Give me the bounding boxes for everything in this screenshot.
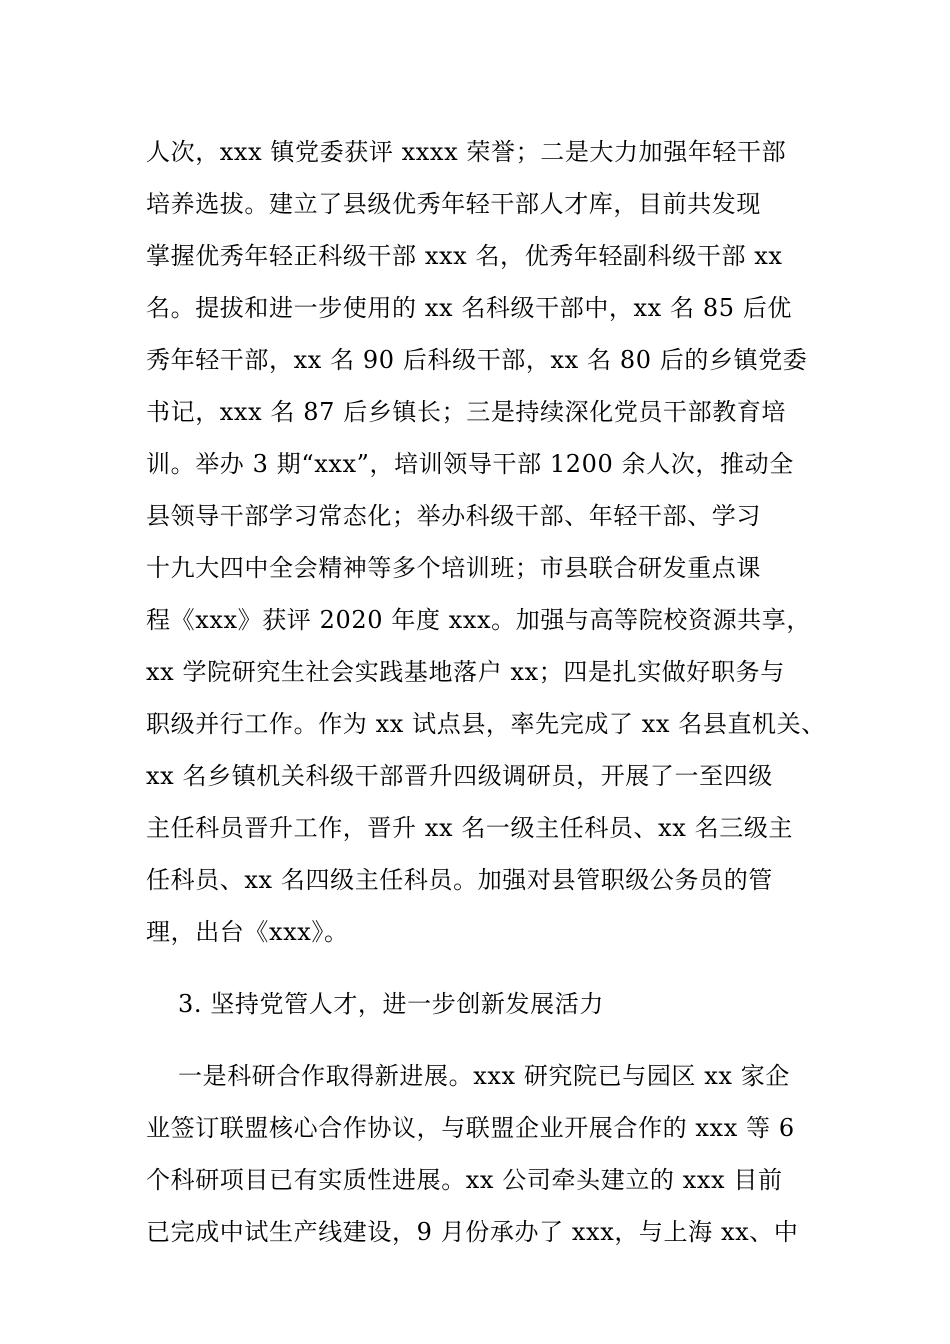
document-body [146,126,836,1258]
text-line: 程《xxx》获评 2020 年度 xxx。加强与高等院校资源共享， [146,606,811,634]
text-line: 训。举办 3 期“xxx”，培训领导干部 1200 余人次，推动全 [146,450,794,478]
text-line: 十九大四中全会精神等多个培训班；市县联合研发重点课 [146,554,761,582]
text-line: 培养选拔。建立了县级优秀年轻干部人才库，目前共发现 [146,190,761,218]
text-line: 秀年轻干部，xx 名 90 后科级干部，xx 名 80 后的乡镇党委 [146,346,808,374]
text-line: 任科员、xx 名四级主任科员。加强对县管职级公务员的管 [146,866,773,894]
text-line: xx 学院研究生社会实践基地落户 xx；四是扎实做好职务与 [146,658,785,686]
text-line: 县领导干部学习常态化；举办科级干部、年轻干部、学习 [146,502,761,530]
text-line: 业签订联盟核心合作协议，与联盟企业开展合作的 xxx 等 6 [146,1114,795,1142]
text-line: 掌握优秀年轻正科级干部 xxx 名，优秀年轻副科级干部 xx [146,242,783,270]
text-line: 书记，xxx 名 87 后乡镇长；三是持续深化党员干部教育培 [146,398,787,426]
text-line: 名。提拔和进一步使用的 xx 名科级干部中，xx 名 85 后优 [146,294,793,322]
section-heading: 3. 坚持党管人才，进一步创新发展活力 [178,990,604,1018]
text-line: 理，出台《xxx》。 [146,918,349,946]
text-line: 已完成中试生产线建设，9 月份承办了 xxx，与上海 xx、中 [146,1218,799,1246]
text-line: 个科研项目已有实质性进展。xx 公司牵头建立的 xxx 目前 [146,1166,783,1194]
text-line: 职级并行工作。作为 xx 试点县，率先完成了 xx 名县直机关、 [146,710,826,738]
text-line: 主任科员晋升工作，晋升 xx 名一级主任科员、xx 名三级主 [146,814,794,842]
text-line: 人次，xxx 镇党委获评 xxxx 荣誉；二是大力加强年轻干部 [146,138,787,166]
text-line: xx 名乡镇机关科级干部晋升四级调研员，开展了一至四级 [146,762,773,790]
paragraph-first-line: 一是科研合作取得新进展。xxx 研究院已与园区 xx 家企 [178,1062,790,1090]
